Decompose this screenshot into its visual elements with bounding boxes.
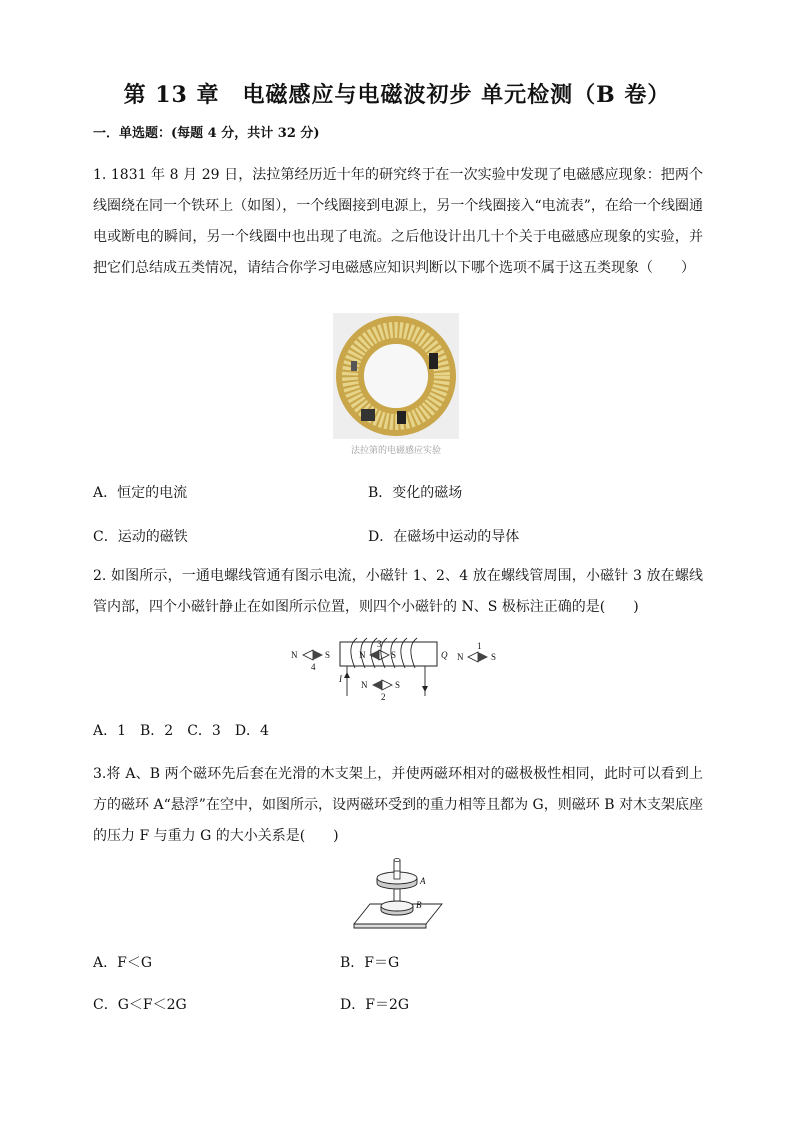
needle-1-label: 1 [477, 641, 482, 651]
q1-option-a: A．恒定的电流 [93, 485, 188, 501]
needle-4-label: 4 [311, 662, 316, 672]
needle-1-n: N [457, 652, 464, 662]
question-1-text: 1. 1831 年 8 月 29 日，法拉第经历近十年的研究终于在一次实验中发现了电磁感应现象：把两个线圈绕在同一个铁环上（如图），一个线圈接到电源上，另一个线圈接入“电流表”，在给一个线圈通电或断电的瞬间，另一个线圈中也出现了电流。之后他设计出几十个关于电磁感应现象的实验，并把它们总结成五类情况，请结合你学习电磁感应知识判断以下哪个选项不属于这五类现象（ ） [93, 167, 703, 276]
q3-option-a: A．F＜G [93, 955, 153, 971]
needle-3-s: S [391, 650, 397, 660]
page-title: 第 13 章 电磁感应与电磁波初步 单元检测（B 卷） [123, 82, 671, 108]
ring-b-label: B [416, 900, 422, 910]
iron-ring-caption: 法拉第的电磁感应实验 [350, 446, 441, 456]
q1-option-d: D．在磁场中运动的导体 [368, 529, 520, 545]
q1-option-b: B．变化的磁场 [368, 485, 463, 501]
iron-ring-figure [333, 313, 459, 439]
question-2-text: 2. 如图所示，一通电螺线管通有图示电流，小磁针 1、2、4 放在螺线管周围，小磁针 3 放在螺线管内部，四个小磁针静止在如图所示位置，则四个小磁针的 N、S 极标注正确的是( ) [93, 568, 703, 615]
needle-3-label: 3 [377, 639, 382, 649]
section-heading: 一．单选题：(每题 4 分，共计 32 分) [93, 126, 320, 141]
ring-a-label: A [420, 876, 426, 886]
question-3-text: 3.将 A、B 两个磁环先后套在光滑的木支架上，并使两磁环相对的磁极极性相同，此时可以看到上方的磁环 A“悬浮”在空中，如图所示，设两磁环受到的重力相等且都为 G，则磁环 B 对木支架底座的压力 F 与重力 G 的大小关系是( ) [93, 766, 703, 844]
q3-option-d: D．F＝2G [340, 997, 410, 1013]
needle-4-n: N [291, 650, 298, 660]
current-label: I [339, 674, 342, 684]
solenoid-figure [285, 634, 510, 702]
q2-options: A．1 B．2 C．3 D．4 [93, 723, 269, 739]
needle-2-s: S [395, 680, 401, 690]
needle-3-n: N [359, 650, 366, 660]
q3-option-b: B．F＝G [340, 955, 400, 971]
needle-4-s: S [325, 650, 331, 660]
magnet-rings-figure [350, 858, 446, 930]
needle-1-s: S [491, 652, 497, 662]
needle-2-n: N [361, 680, 368, 690]
q1-option-c: C．运动的磁铁 [93, 529, 188, 545]
solenoid-end-label-q: Q [441, 650, 448, 660]
q3-option-c: C．G＜F＜2G [93, 997, 187, 1013]
needle-2-label: 2 [381, 692, 386, 702]
